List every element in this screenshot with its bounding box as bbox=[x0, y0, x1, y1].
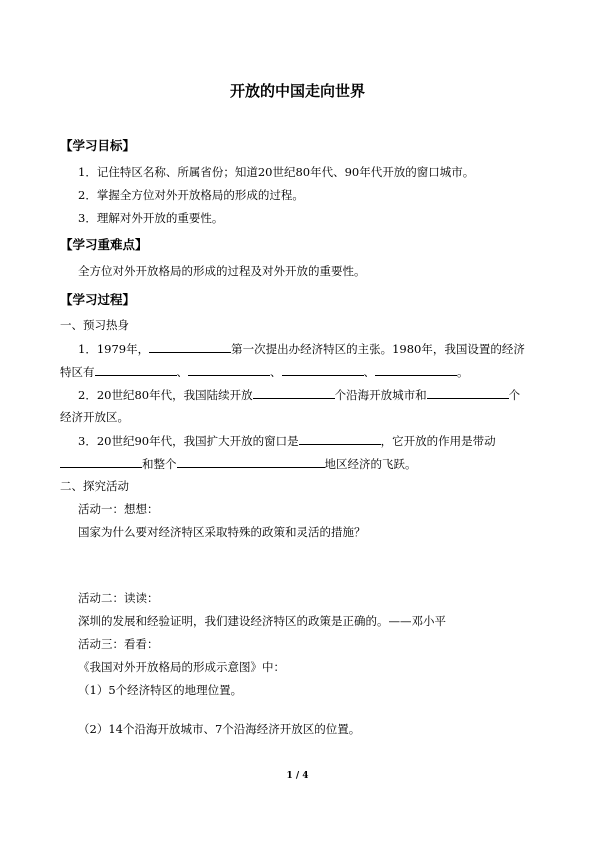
question-1-line-1 bbox=[78, 341, 525, 356]
answer-blank[interactable] bbox=[60, 456, 142, 468]
page-number: 1 / 4 bbox=[286, 771, 309, 781]
activity-3-question-2: （2）14个沿海开放城市、7个沿海经济开放区的位置。 bbox=[78, 722, 361, 736]
goals-heading: 【学习目标】 bbox=[60, 138, 136, 153]
separator: 、 bbox=[270, 365, 282, 379]
activity-1-question: 国家为什么要对经济特区采取特殊的政策和灵活的措施？ bbox=[78, 525, 366, 539]
question-1-text-a: 1．1979年， bbox=[78, 342, 150, 356]
answer-blank[interactable] bbox=[375, 364, 457, 376]
question-2-text-b: 个沿海开放城市和 bbox=[334, 388, 427, 402]
question-3-text-c: 和整个 bbox=[142, 457, 177, 471]
activity-2-label: 活动二：读读： bbox=[78, 591, 159, 605]
goal-item-1: 1．记住特区名称、所属省份；知道20世纪80年代、90年代开放的窗口城市。 bbox=[78, 165, 475, 179]
question-3-line-2 bbox=[60, 456, 417, 471]
part2-label: 二、探究活动 bbox=[60, 479, 129, 493]
answer-blank[interactable] bbox=[188, 364, 270, 376]
activity-1-label: 活动一：想想： bbox=[78, 502, 159, 516]
activity-2-text: 深圳的发展和经验证明，我们建设经济特区的政策是正确的。——邓小平 bbox=[78, 614, 446, 628]
answer-blank[interactable] bbox=[177, 456, 325, 468]
answer-blank[interactable] bbox=[253, 387, 335, 399]
key-points-text: 全方位对外开放格局的形成的过程及对外开放的重要性。 bbox=[78, 264, 366, 278]
question-3-text-a: 3．20世纪90年代，我国扩大开放的窗口是 bbox=[78, 434, 299, 448]
question-1-line-2 bbox=[60, 364, 469, 379]
separator: 、 bbox=[176, 365, 188, 379]
separator: 、 bbox=[363, 365, 375, 379]
answer-blank[interactable] bbox=[95, 364, 177, 376]
question-2-line-2: 经济开放区。 bbox=[60, 410, 129, 424]
goal-item-3: 3．理解对外开放的重要性。 bbox=[78, 211, 224, 225]
answer-blank[interactable] bbox=[282, 364, 364, 376]
answer-blank[interactable] bbox=[299, 433, 381, 445]
question-1-text-b: 第一次提出办经济特区的主张。1980年，我国设置的经济 bbox=[231, 342, 525, 356]
document-title: 开放的中国走向世界 bbox=[229, 82, 365, 100]
answer-blank[interactable] bbox=[427, 387, 509, 399]
question-2-text-a: 2．20世纪80年代，我国陆续开放 bbox=[78, 388, 253, 402]
question-1-text-c: 特区有 bbox=[60, 365, 95, 379]
key-points-heading: 【学习重难点】 bbox=[60, 237, 148, 252]
goal-item-2: 2．掌握全方位对外开放格局的形成的过程。 bbox=[78, 188, 304, 202]
answer-blank[interactable] bbox=[149, 341, 231, 353]
question-2-text-c: 个 bbox=[508, 388, 521, 402]
question-3-text-d: 地区经济的飞跃。 bbox=[324, 457, 417, 471]
question-2-line-1 bbox=[78, 387, 520, 402]
activity-3-map-reference: 《我国对外开放格局的形成示意图》中： bbox=[78, 660, 285, 674]
question-3-text-b: ，它开放的作用是带动 bbox=[380, 434, 496, 448]
question-3-line-1 bbox=[78, 433, 496, 448]
activity-3-label: 活动三：看看： bbox=[78, 637, 159, 651]
part1-label: 一、预习热身 bbox=[60, 318, 129, 332]
activity-3-question-1: （1）5个经济特区的地理位置。 bbox=[78, 683, 243, 697]
process-heading: 【学习过程】 bbox=[60, 292, 136, 307]
question-1-end: 。 bbox=[457, 365, 469, 379]
